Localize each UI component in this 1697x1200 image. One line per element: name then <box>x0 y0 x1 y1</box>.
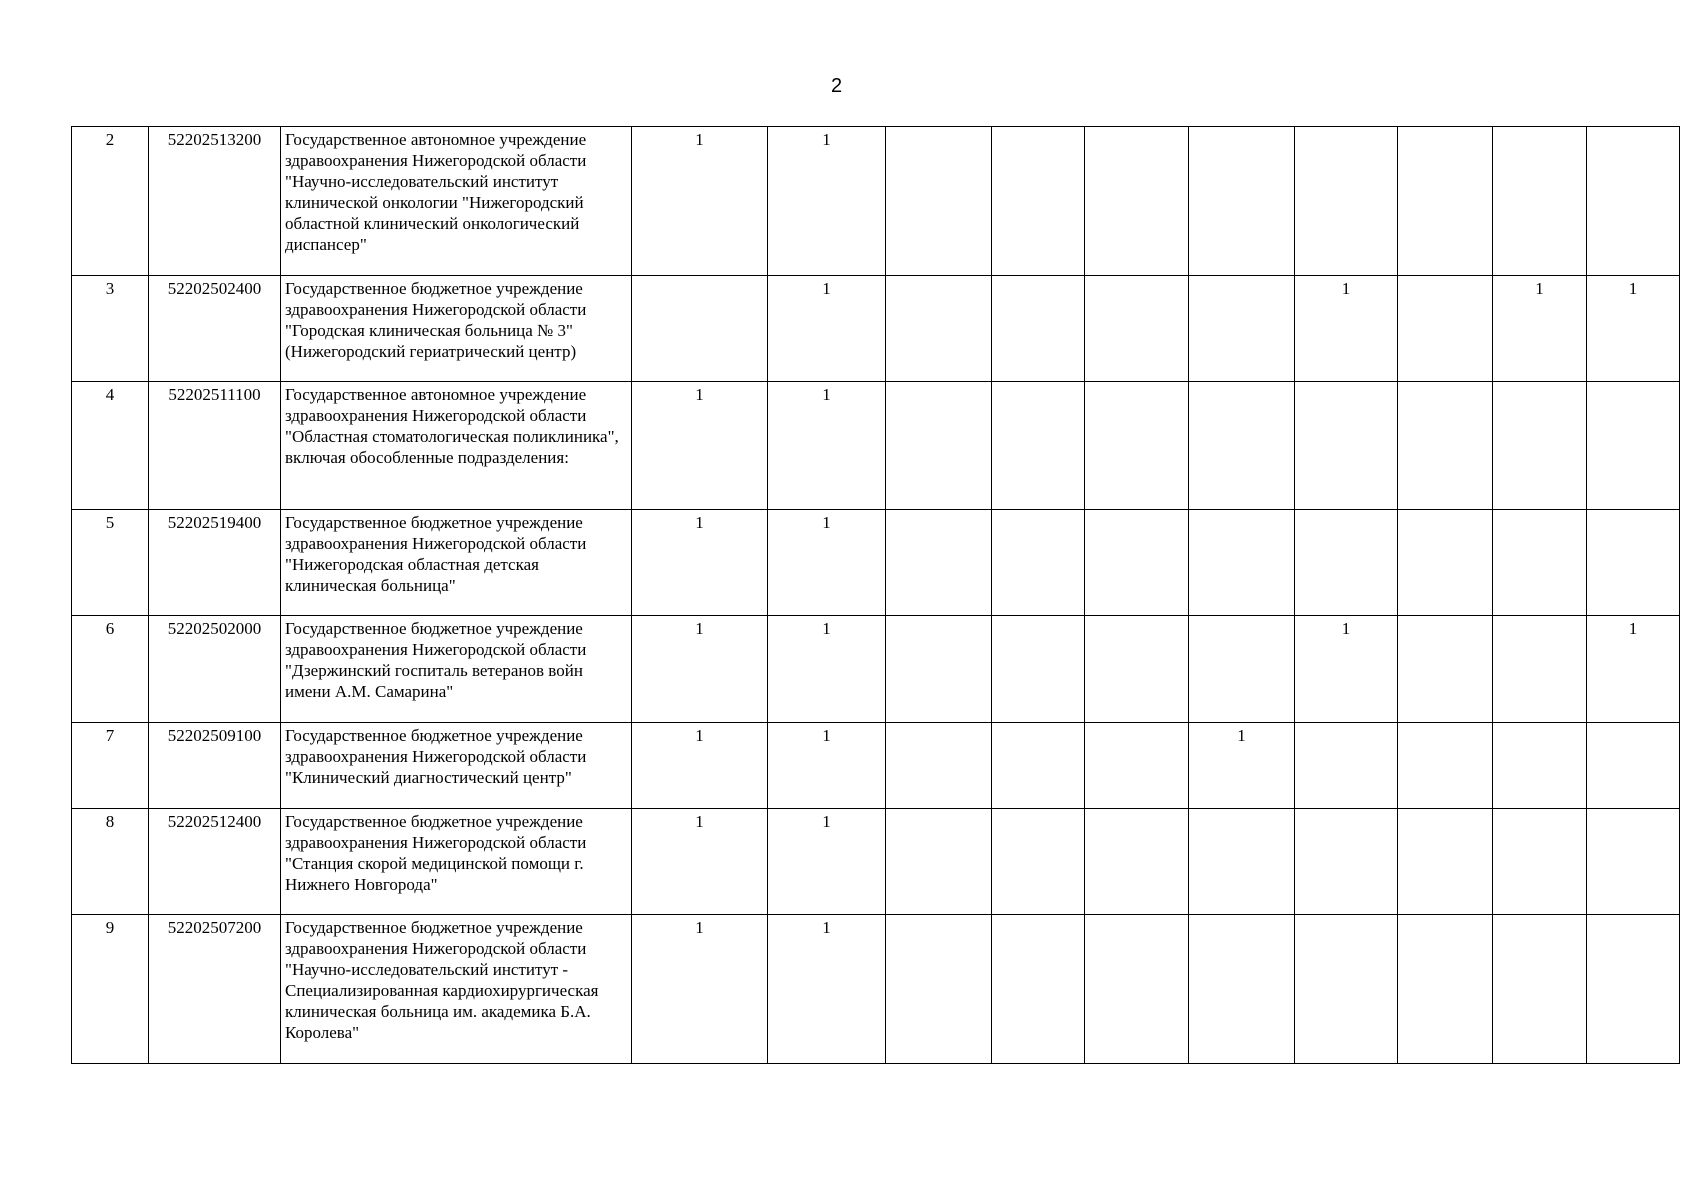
organization-code: 52202519400 <box>149 510 281 616</box>
mark-cell <box>1189 915 1295 1064</box>
page-number: 2 <box>830 75 843 97</box>
mark-cell: 1 <box>632 510 768 616</box>
mark-cell: 1 <box>768 915 886 1064</box>
organization-name: Государственное бюджетное учреждение здравоохранения Нижегородской области "Городская клиническая больница № 3" (Нижегородский гериатрический центр) <box>281 276 632 382</box>
organization-name: Государственное бюджетное учреждение здравоохранения Нижегородской области "Нижегородская областная детская клиническая больница" <box>281 510 632 616</box>
mark-cell: 1 <box>632 382 768 510</box>
mark-cell <box>1398 915 1493 1064</box>
mark-cell: 1 <box>1493 276 1587 382</box>
mark-cell <box>992 382 1085 510</box>
mark-cell <box>992 276 1085 382</box>
mark-cell <box>1085 382 1189 510</box>
mark-cell <box>1587 510 1680 616</box>
mark-cell <box>1587 723 1680 809</box>
mark-cell <box>1085 616 1189 723</box>
mark-cell <box>1085 915 1189 1064</box>
mark-cell <box>1493 127 1587 276</box>
mark-cell: 1 <box>768 276 886 382</box>
row-number: 8 <box>72 809 149 915</box>
organization-code: 52202502000 <box>149 616 281 723</box>
mark-cell <box>632 276 768 382</box>
organization-name: Государственное бюджетное учреждение здравоохранения Нижегородской области "Станция скорой медицинской помощи г. Нижнего Новгорода" <box>281 809 632 915</box>
mark-cell: 1 <box>632 127 768 276</box>
mark-cell <box>1189 127 1295 276</box>
mark-cell: 1 <box>768 382 886 510</box>
mark-cell <box>1398 276 1493 382</box>
mark-cell: 1 <box>768 809 886 915</box>
mark-cell <box>886 616 992 723</box>
mark-cell <box>1189 276 1295 382</box>
mark-cell <box>992 127 1085 276</box>
mark-cell <box>992 915 1085 1064</box>
mark-cell <box>1398 616 1493 723</box>
mark-cell <box>1493 723 1587 809</box>
mark-cell <box>1189 616 1295 723</box>
table-row <box>72 723 1680 809</box>
mark-cell: 1 <box>1587 276 1680 382</box>
mark-cell <box>1493 510 1587 616</box>
organization-code: 52202502400 <box>149 276 281 382</box>
mark-cell <box>1398 382 1493 510</box>
mark-cell <box>1295 127 1398 276</box>
table-row <box>72 510 1680 616</box>
mark-cell: 1 <box>632 915 768 1064</box>
mark-cell <box>1493 382 1587 510</box>
row-number: 5 <box>72 510 149 616</box>
organization-code: 52202507200 <box>149 915 281 1064</box>
mark-cell <box>1587 915 1680 1064</box>
row-number: 3 <box>72 276 149 382</box>
mark-cell <box>1398 723 1493 809</box>
table-body <box>72 127 1680 1064</box>
mark-cell <box>1398 127 1493 276</box>
mark-cell <box>886 382 992 510</box>
mark-cell <box>1085 127 1189 276</box>
mark-cell <box>992 723 1085 809</box>
mark-cell <box>1587 809 1680 915</box>
mark-cell <box>1587 382 1680 510</box>
mark-cell <box>886 915 992 1064</box>
registry-table <box>71 126 1680 1064</box>
table-row <box>72 382 1680 510</box>
mark-cell <box>992 616 1085 723</box>
mark-cell <box>1295 382 1398 510</box>
row-number: 9 <box>72 915 149 1064</box>
organization-code: 52202509100 <box>149 723 281 809</box>
mark-cell <box>1295 809 1398 915</box>
mark-cell <box>886 723 992 809</box>
mark-cell <box>1295 915 1398 1064</box>
mark-cell <box>886 510 992 616</box>
mark-cell <box>992 809 1085 915</box>
mark-cell <box>1085 809 1189 915</box>
mark-cell <box>886 809 992 915</box>
mark-cell <box>1587 127 1680 276</box>
mark-cell <box>992 510 1085 616</box>
organization-code: 52202513200 <box>149 127 281 276</box>
row-number: 2 <box>72 127 149 276</box>
organization-name: Государственное автономное учреждение здравоохранения Нижегородской области "Научно-исследовательский институт клинической онкологии "Нижегородский областной клинический онкологический диспансер" <box>281 127 632 276</box>
mark-cell: 1 <box>632 809 768 915</box>
mark-cell <box>1295 723 1398 809</box>
organization-name: Государственное бюджетное учреждение здравоохранения Нижегородской области "Научно-исследовательский институт - Специализированная кардиохирургическая клиническая больница им. академика Б.А. Королева" <box>281 915 632 1064</box>
mark-cell: 1 <box>768 510 886 616</box>
mark-cell <box>1493 915 1587 1064</box>
row-number: 4 <box>72 382 149 510</box>
mark-cell <box>1493 809 1587 915</box>
mark-cell <box>1085 276 1189 382</box>
organization-code: 52202511100 <box>149 382 281 510</box>
table-row <box>72 616 1680 723</box>
organization-code: 52202512400 <box>149 809 281 915</box>
mark-cell <box>1189 382 1295 510</box>
row-number: 6 <box>72 616 149 723</box>
mark-cell <box>1295 510 1398 616</box>
mark-cell <box>1493 616 1587 723</box>
mark-cell <box>1085 510 1189 616</box>
mark-cell: 1 <box>1189 723 1295 809</box>
mark-cell <box>1189 510 1295 616</box>
mark-cell <box>886 127 992 276</box>
row-number: 7 <box>72 723 149 809</box>
table-row <box>72 809 1680 915</box>
mark-cell: 1 <box>632 723 768 809</box>
organization-name: Государственное бюджетное учреждение здравоохранения Нижегородской области "Дзержинский госпиталь ветеранов войн имени А.М. Самарина" <box>281 616 632 723</box>
table-row <box>72 127 1680 276</box>
mark-cell: 1 <box>768 127 886 276</box>
mark-cell <box>886 276 992 382</box>
organization-name: Государственное автономное учреждение здравоохранения Нижегородской области "Областная стоматологическая поликлиника", включая обособленные подразделения: <box>281 382 632 510</box>
mark-cell: 1 <box>1295 616 1398 723</box>
mark-cell <box>1085 723 1189 809</box>
mark-cell: 1 <box>768 723 886 809</box>
mark-cell: 1 <box>768 616 886 723</box>
mark-cell: 1 <box>632 616 768 723</box>
table-row <box>72 276 1680 382</box>
mark-cell <box>1398 809 1493 915</box>
organization-name: Государственное бюджетное учреждение здравоохранения Нижегородской области "Клинический диагностический центр" <box>281 723 632 809</box>
mark-cell <box>1189 809 1295 915</box>
mark-cell: 1 <box>1587 616 1680 723</box>
mark-cell <box>1398 510 1493 616</box>
mark-cell: 1 <box>1295 276 1398 382</box>
table-row <box>72 915 1680 1064</box>
